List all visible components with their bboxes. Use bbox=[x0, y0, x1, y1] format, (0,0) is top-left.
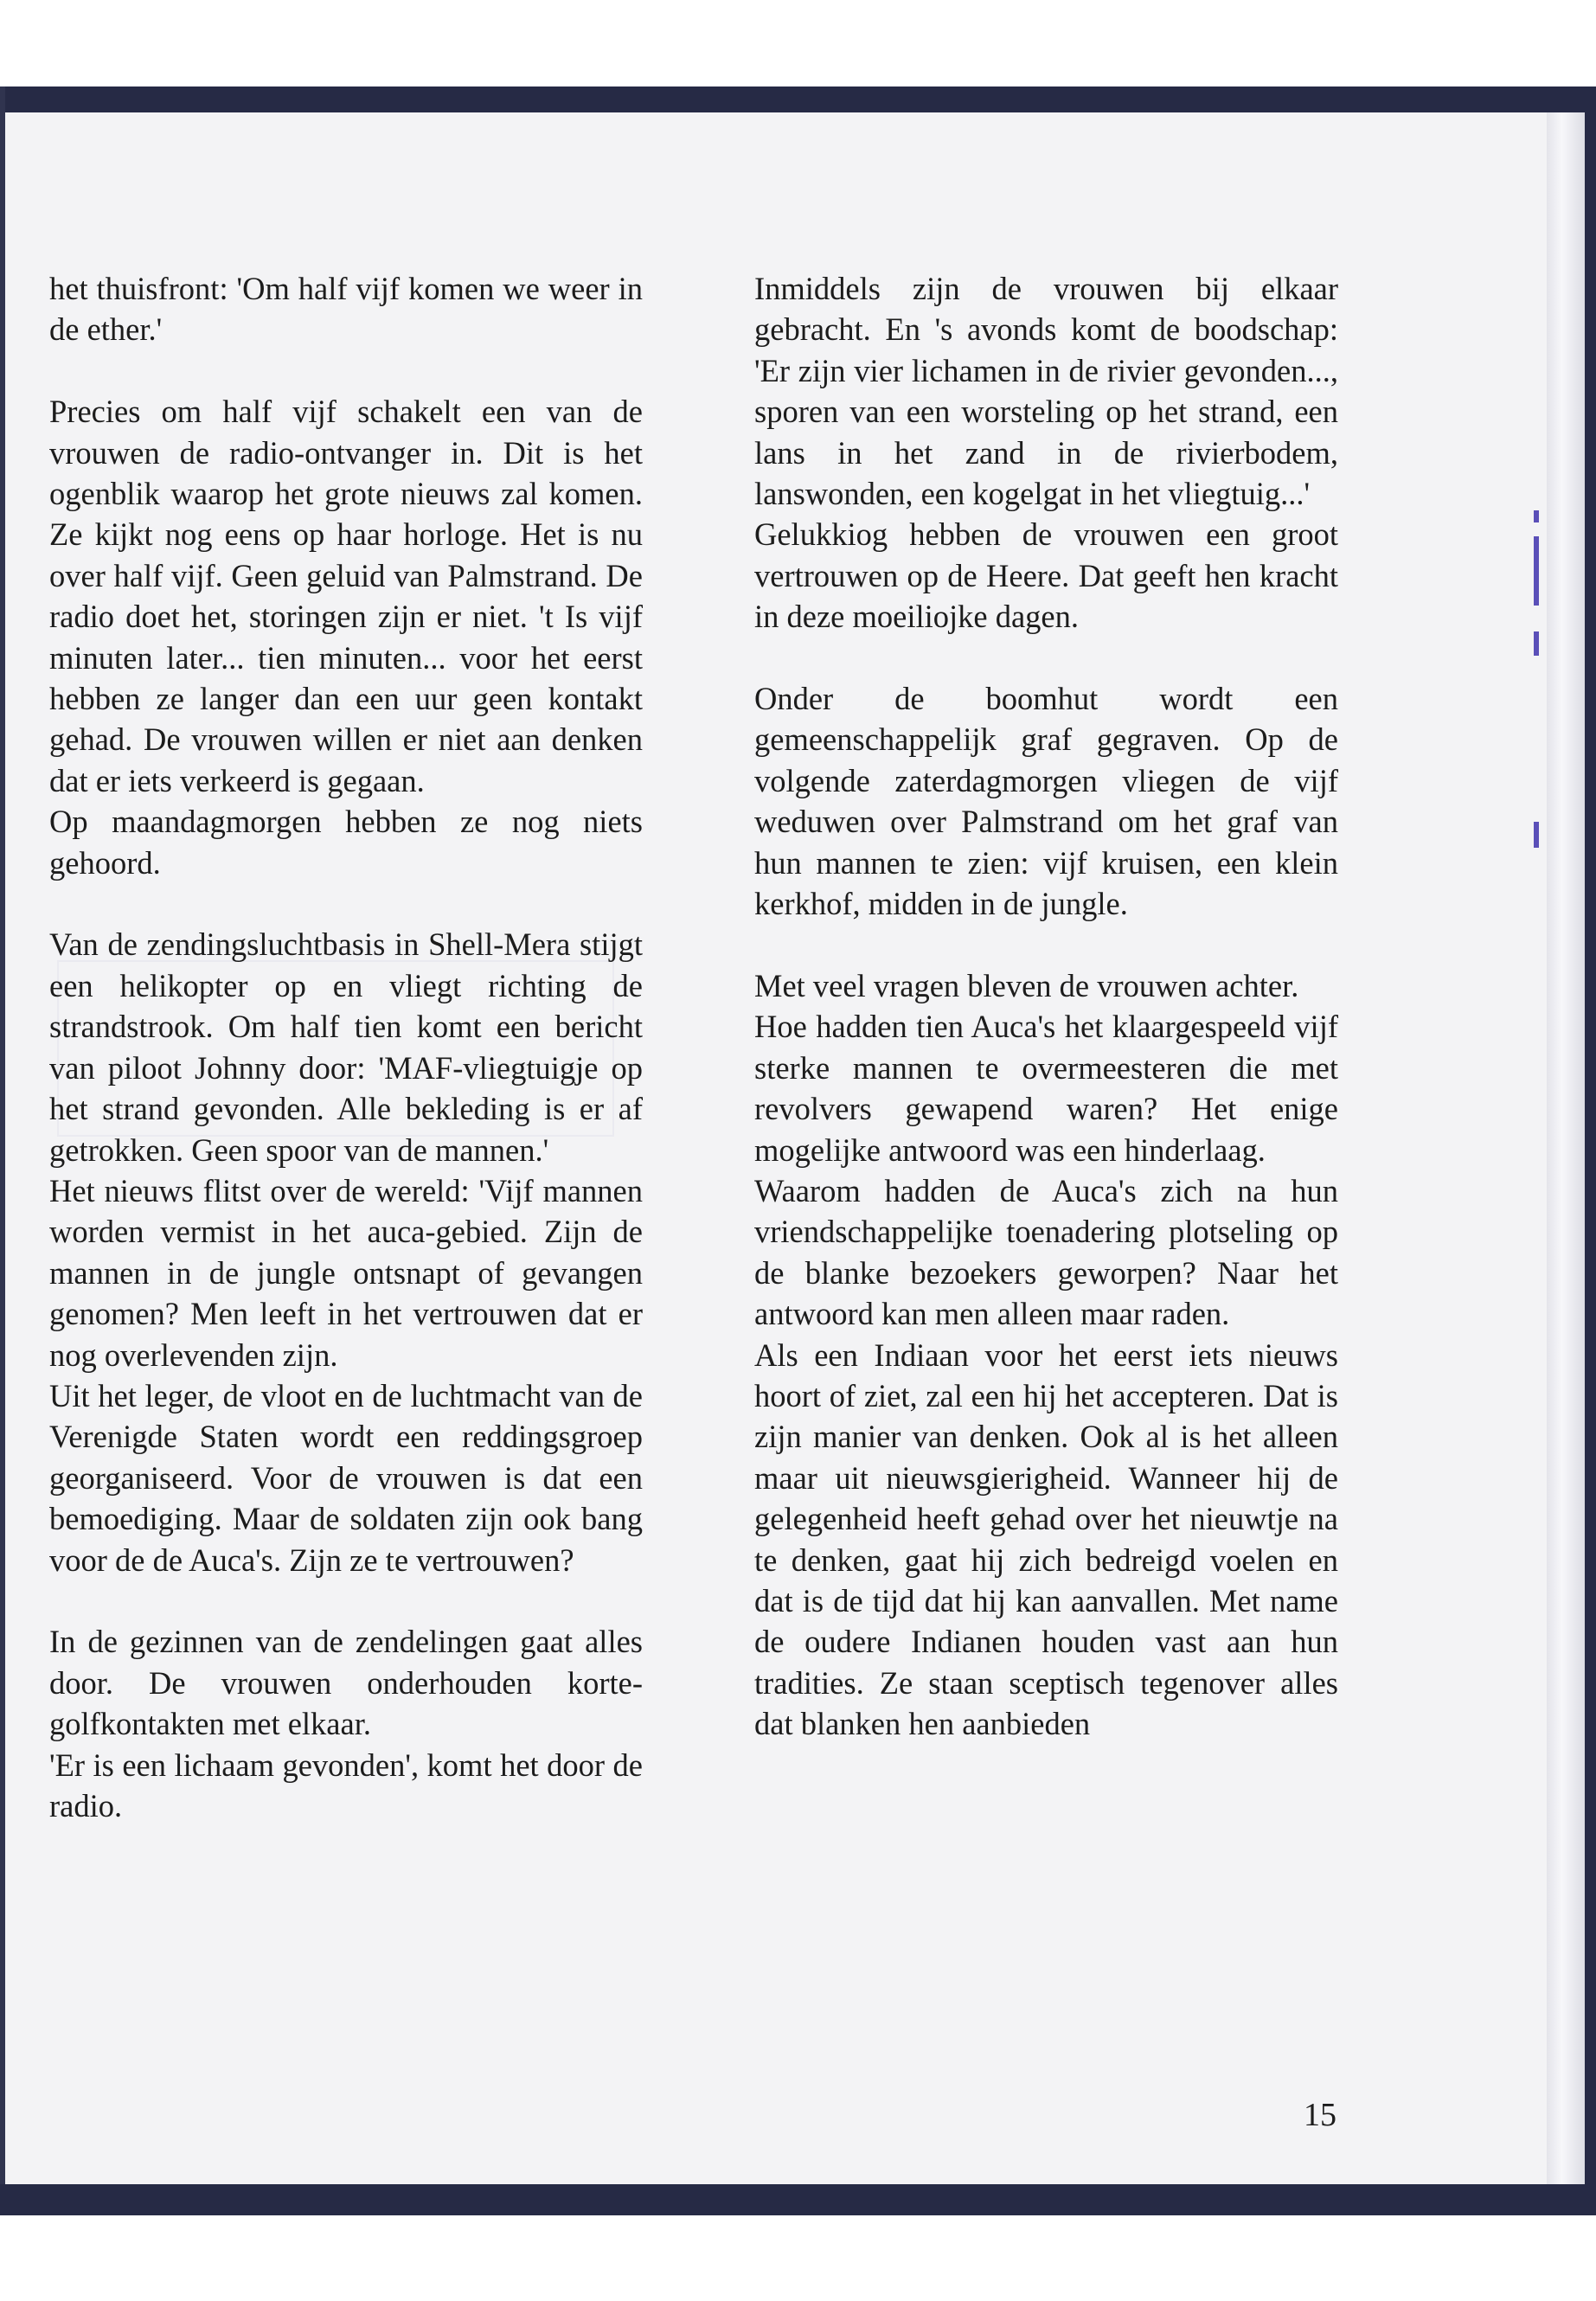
paragraph: het thuisfront: 'Om half vijf komen we weer in de ether.' bbox=[49, 271, 643, 348]
book-cover-right-edge bbox=[1585, 87, 1596, 2214]
paragraph: Op maandagmorgen hebben ze nog niets gehoord. bbox=[49, 804, 643, 881]
paragraph: Gelukkiog hebben de vrouwen een groot vertrouwen op de Heere. Dat geeft hen kracht in deze moeiliojke dagen. bbox=[754, 516, 1338, 635]
page-marker bbox=[1534, 536, 1539, 606]
paragraph: In de gezinnen van de zendelingen gaat alles door. De vrouwen onderhouden korte-golfkontakten met elkaar. bbox=[49, 1624, 643, 1742]
paragraph: Uit het leger, de vloot en de luchtmacht van de Verenigde Staten wordt een reddingsgroep georganiseerd. Voor de vrouwen is dat een bemoediging. Maar de soldaten zijn ook bang voor de de Auca's. Zijn ze te vertrouwen? bbox=[49, 1377, 643, 1578]
paragraph: Het nieuws flitst over de wereld: 'Vijf mannen worden vermist in het auca-gebied. Zijn de mannen in de jungle ontsnapt of gevangen genomen? Men leeft in het vertrouwen dat er nog overlevenden zijn. bbox=[49, 1172, 643, 1373]
paragraph: Waarom hadden de Auca's zich na hun vriendschappelijke toenadering plotseling op de blanke bezoekers geworpen? Naar het antwoord kan men alleen maar raden. bbox=[754, 1172, 1338, 1332]
book-cover-bottom-edge bbox=[0, 2184, 1596, 2215]
page-marker bbox=[1534, 822, 1539, 848]
paragraph: 'Er is een lichaam gevonden', komt het door de radio. bbox=[49, 1747, 643, 1823]
left-text-column bbox=[49, 268, 643, 1826]
right-text-column bbox=[754, 268, 1338, 1745]
page-marker bbox=[1534, 631, 1539, 656]
page-number: 15 bbox=[1304, 2097, 1336, 2133]
paragraph: Precies om half vijf schakelt een van de vrouwen de radio-ontvanger in. Dit is het ogenblik waarop het grote nieuws zal komen. Ze kijkt nog eens op haar horloge. Het is nu over half vijf. Geen geluid van Palmstrand. De radio doet het, storingen zijn er niet. 't Is vijf minuten later... tien minuten... voor het eerst hebben ze langer dan een uur geen kontakt gehad. De vrouwen willen er niet aan denken dat er iets verkeerd is gegaan. bbox=[49, 394, 643, 798]
paragraph: Als een Indiaan voor het eerst iets nieuws hoort of ziet, zal een hij het accepteren. Dat is zijn manier van denken. Ook al is het alleen maar uit nieuwsgierigheid. Wanneer hij de gelegenheid heeft gehad over het nieuwtje na te denken, gaat hij zich bedreigd voelen en dat is de tijd dat hij kan aanvallen. Met name de oudere Indianen houden vast aan hun tradities. Ze staan sceptisch tegenover alles dat blanken hen aanbieden bbox=[754, 1336, 1338, 1742]
paragraph: Met veel vragen bleven de vrouwen achter. bbox=[754, 967, 1299, 1003]
page-marker bbox=[1534, 510, 1539, 522]
paragraph: Inmiddels zijn de vrouwen bij elkaar gebracht. En 's avonds komt de boodschap: 'Er zijn vier lichamen in de rivier gevonden..., sporen van een worsteling op het strand, een lans in het zand in de rivierbodem, lanswonden, een kogelgat in het vliegtuig...' bbox=[754, 271, 1338, 512]
book-cover-top-edge bbox=[0, 87, 1596, 112]
paragraph: Hoe hadden tien Auca's het klaargespeeld vijf sterke mannen te overmeesteren die met revolvers gewapend waren? Het enige mogelijke antwoord was een hinderlaag. bbox=[754, 1009, 1338, 1168]
paragraph: Van de zendingsluchtbasis in Shell-Mera stijgt een helikopter op en vliegt richting de strandstrook. Om half tien komt een bericht van piloot Johnny door: 'MAF-vliegtuigje op het strand gevonden. Alle bekleding is er af getrokken. Geen spoor van de mannen.' bbox=[49, 926, 643, 1168]
paragraph: Onder de boomhut wordt een gemeenschappelijk graf gegraven. Op de volgende zaterdagmorgen vliegen de vijf weduwen over Palmstrand om het graf van hun mannen te zien: vijf kruisen, een klein kerkhof, midden in de jungle. bbox=[754, 681, 1338, 922]
page-fold-shadow bbox=[1547, 112, 1585, 2184]
